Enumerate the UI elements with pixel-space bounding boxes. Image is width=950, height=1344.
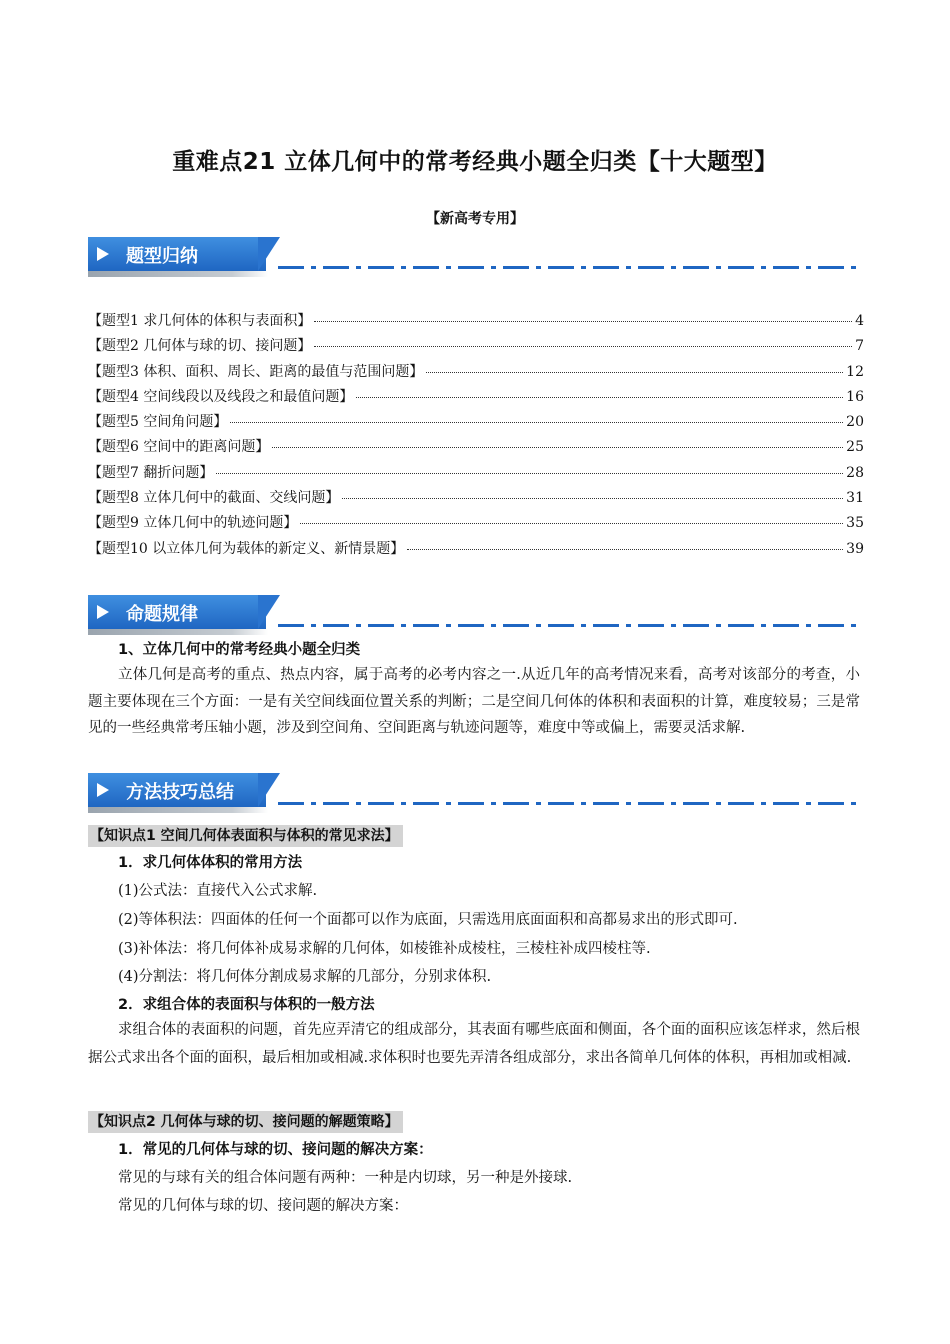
knowledge-point-2-title: 【知识点2 几何体与球的切、接问题的解题策略】 (88, 1111, 403, 1133)
toc-entry[interactable]: 【题型7 翻折问题】 28 (88, 464, 864, 481)
toc-entry[interactable]: 【题型6 空间中的距离问题】 25 (88, 439, 864, 456)
toc-entry[interactable]: 【题型10 以立体几何为载体的新定义、新情景题】 39 (88, 540, 864, 557)
rules-paragraph: 立体几何是高考的重点、热点内容，属于高考的必考内容之一.从近几年的高考情况来看，高考对该部分的考查，小题主要体现在三个方面：一是有关空间线面位置关系的判断；二是空间几何体的体积和表面积的计算，难度较易；三是常见的一些经典常考压轴小题，涉及到空间角、空间距离与轨迹问题等，难度中等或偏上，需要灵活求解. (88, 667, 860, 736)
table-of-contents (88, 310, 864, 563)
kp2-line: 常见的几何体与球的切、接问题的解决方案： (118, 1198, 408, 1214)
document-subtitle: 【新高考专用】 (426, 211, 524, 227)
play-arrow-icon (97, 783, 109, 797)
document-title: 重难点21 立体几何中的常考经典小题全归类【十大题型】 (172, 149, 778, 175)
toc-entry[interactable]: 【题型4 空间线段以及线段之和最值问题】 16 (88, 388, 864, 405)
knowledge-point-1-title: 【知识点1 空间几何体表面积与体积的常见求法】 (88, 825, 403, 847)
banner-label: 方法技巧总结 (126, 782, 234, 803)
kp1-heading-1: 1．求几何体体积的常用方法 (118, 855, 303, 871)
kp1-item: (1)公式法：直接代入公式求解. (118, 883, 318, 899)
kp1-paragraph: 求组合体的表面积的问题，首先应弄清它的组成部分，其表面有哪些底面和侧面，各个面的面积应该怎样求，然后根据公式求出各个面的面积，最后相加或相减.求体积时也要先弄清各组成部分，求出各简单几何体的体积，再相加或相减. (88, 1022, 860, 1066)
toc-entry[interactable]: 【题型1 求几何体的体积与表面积】 4 (88, 313, 864, 329)
section-banner-methods (88, 773, 863, 813)
kp1-heading-2: 2．求组合体的表面积与体积的一般方法 (118, 997, 375, 1013)
rules-heading: 1、立体几何中的常考经典小题全归类 (118, 642, 361, 658)
kp1-item: (2)等体积法：四面体的任何一个面都可以作为底面，只需选用底面面积和高都易求出的形式即可. (118, 912, 738, 928)
toc-entry[interactable]: 【题型5 空间角问题】 20 (88, 414, 864, 431)
section-banner-toc (88, 237, 863, 277)
kp1-item: (3)补体法：将几何体补成易求解的几何体，如棱锥补成棱柱，三棱柱补成四棱柱等. (118, 941, 651, 957)
kp2-heading-1: 1．常见的几何体与球的切、接问题的解决方案： (118, 1142, 433, 1158)
kp1-item: (4)分割法：将几何体分割成易求解的几部分，分别求体积. (118, 969, 492, 985)
banner-label: 题型归纳 (126, 246, 198, 267)
kp2-line: 常见的与球有关的组合体问题有两种：一种是内切球，另一种是外接球. (118, 1170, 573, 1186)
play-arrow-icon (97, 605, 109, 619)
toc-entry[interactable]: 【题型3 体积、面积、周长、距离的最值与范围问题】 12 (88, 363, 864, 380)
toc-entry[interactable]: 【题型8 立体几何中的截面、交线问题】 31 (88, 490, 864, 507)
toc-entry[interactable]: 【题型2 几何体与球的切、接问题】 7 (88, 338, 864, 355)
dash-divider (278, 802, 863, 805)
toc-entry[interactable]: 【题型9 立体几何中的轨迹问题】 35 (88, 515, 864, 532)
dash-divider (278, 266, 863, 269)
dash-divider (278, 624, 863, 627)
banner-label: 命题规律 (126, 604, 198, 625)
section-banner-rules (88, 595, 863, 635)
play-arrow-icon (97, 247, 109, 261)
